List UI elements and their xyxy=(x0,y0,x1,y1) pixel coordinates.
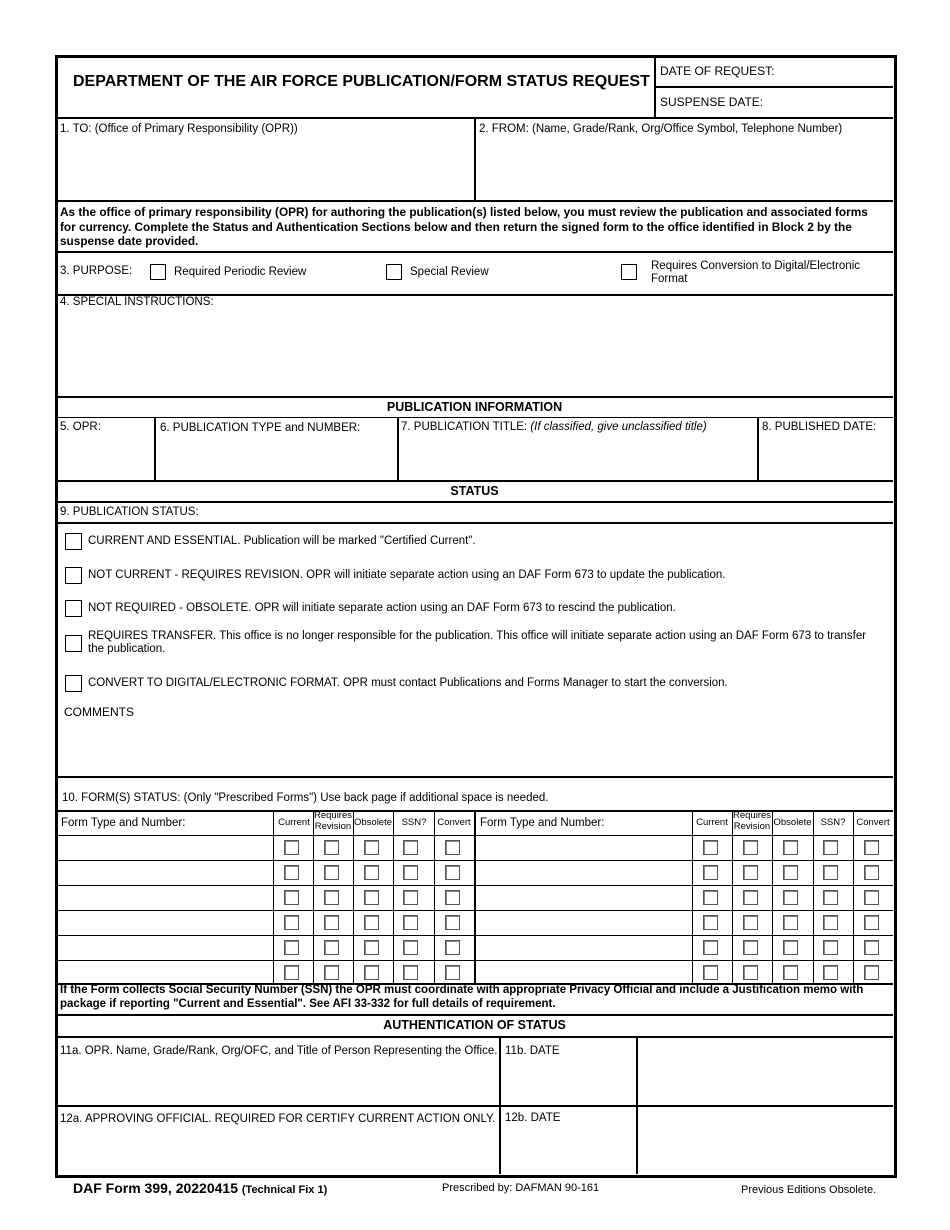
published-date-label: 8. PUBLISHED DATE: xyxy=(762,421,877,433)
block1-label: 1. TO: (Office of Primary Responsibility (OPR)) xyxy=(60,123,298,135)
form-obsolete-checkbox[interactable] xyxy=(364,890,379,905)
divider xyxy=(154,418,156,480)
col-requires-left-2: Revision xyxy=(314,820,352,832)
pub-title-note: (If classified, give unclassified title) xyxy=(530,421,707,433)
forms-status-label: 10. FORM(S) STATUS: (Only "Prescribed Forms") Use back page if additional space is needed. xyxy=(62,792,549,804)
pub-status-label: 9. PUBLICATION STATUS: xyxy=(60,506,199,518)
form-ssn-checkbox[interactable] xyxy=(823,940,838,955)
form-revision-checkbox[interactable] xyxy=(324,965,339,980)
purpose-label: 3. PURPOSE: xyxy=(60,265,133,277)
form-obsolete-checkbox[interactable] xyxy=(783,915,798,930)
form-convert-checkbox[interactable] xyxy=(445,890,460,905)
form-obsolete-checkbox[interactable] xyxy=(364,865,379,880)
form-obsolete-checkbox[interactable] xyxy=(364,940,379,955)
suspense-date-field[interactable] xyxy=(760,90,890,114)
col-requires-right-2: Revision xyxy=(733,820,771,832)
auth-opr-label: 11a. OPR. Name, Grade/Rank, Org/OFC, and Title of Person Representing the Office. xyxy=(60,1045,498,1057)
form-convert-checkbox[interactable] xyxy=(445,840,460,855)
form-current-checkbox[interactable] xyxy=(703,940,718,955)
divider xyxy=(757,418,759,480)
divider xyxy=(56,1105,893,1107)
ssn-note: If the Form collects Social Security Number (SSN) the OPR must coordinate with appropriate Privacy Official and include a Justification memo with package if reporting "Current and Essential". See AFI 33-332 for full details of requirement. xyxy=(60,984,864,1010)
auth-opr-field[interactable] xyxy=(58,1062,496,1102)
col-convert-left: Convert xyxy=(437,817,471,828)
form-current-checkbox[interactable] xyxy=(284,965,299,980)
form-convert-checkbox[interactable] xyxy=(864,940,879,955)
grid-divider xyxy=(273,811,274,983)
form-current-checkbox[interactable] xyxy=(703,965,718,980)
grid-divider xyxy=(56,860,893,861)
form-convert-checkbox[interactable] xyxy=(864,840,879,855)
divider xyxy=(56,501,893,503)
form-current-checkbox[interactable] xyxy=(284,840,299,855)
form-current-checkbox[interactable] xyxy=(703,840,718,855)
form-current-checkbox[interactable] xyxy=(284,865,299,880)
opr-field[interactable] xyxy=(58,437,152,477)
form-current-checkbox[interactable] xyxy=(703,890,718,905)
form-current-checkbox[interactable] xyxy=(703,915,718,930)
grid-divider xyxy=(56,885,893,886)
auth-approving-field[interactable] xyxy=(58,1130,496,1170)
divider xyxy=(56,1036,893,1038)
divider xyxy=(56,200,893,202)
status-transfer-label: REQUIRES TRANSFER. This office is no longer responsible for the publication. This office will initiate separate action using an DAF Form 673 to transfer the publication. xyxy=(88,630,867,655)
status-revision-label: NOT CURRENT - REQUIRES REVISION. OPR will initiate separate action using an DAF Form 673 to update the publication. xyxy=(88,569,726,581)
status-obsolete-checkbox[interactable] xyxy=(65,600,82,617)
grid-divider xyxy=(56,960,893,961)
footer-form-id xyxy=(73,1180,327,1198)
form-revision-checkbox[interactable] xyxy=(324,840,339,855)
grid-divider xyxy=(732,811,733,983)
footer-form-id-text: DAF Form 399, 20220415 xyxy=(73,1180,238,1196)
form-number-left-field[interactable] xyxy=(58,837,270,858)
auth-opr-date-field[interactable] xyxy=(503,1062,633,1102)
form-convert-checkbox[interactable] xyxy=(864,965,879,980)
form-revision-checkbox[interactable] xyxy=(743,890,758,905)
grid-divider xyxy=(853,811,854,983)
col-requires-left xyxy=(313,811,353,832)
col-requires-left-1: Requires xyxy=(313,810,353,821)
form-revision-checkbox[interactable] xyxy=(324,940,339,955)
form-obsolete-checkbox[interactable] xyxy=(783,840,798,855)
col-form-left: Form Type and Number: xyxy=(61,817,186,829)
form-ssn-checkbox[interactable] xyxy=(403,940,418,955)
grid-divider xyxy=(56,835,893,836)
grid-divider xyxy=(813,811,814,983)
col-requires-right-1: Requires xyxy=(732,810,772,821)
form-number-right-field[interactable] xyxy=(477,937,689,958)
status-convert-checkbox[interactable] xyxy=(65,675,82,692)
comments-label: COMMENTS xyxy=(64,705,134,719)
comments-field[interactable] xyxy=(58,722,890,774)
form-number-left-field[interactable] xyxy=(58,862,270,883)
form-ssn-checkbox[interactable] xyxy=(823,965,838,980)
col-obsolete-left: Obsolete xyxy=(353,817,393,828)
pub-title-label xyxy=(401,421,707,434)
divider xyxy=(56,396,893,398)
divider xyxy=(56,417,893,418)
from-field[interactable] xyxy=(478,138,890,198)
grid-divider xyxy=(434,811,435,983)
date-of-request-label: DATE OF REQUEST: xyxy=(660,64,775,78)
published-date-field[interactable] xyxy=(760,437,890,477)
pub-info-heading: PUBLICATION INFORMATION xyxy=(386,400,563,414)
grid-divider xyxy=(56,910,893,911)
form-number-left-field[interactable] xyxy=(58,887,270,908)
date-of-request-field[interactable] xyxy=(770,60,890,84)
pub-type-label: 6. PUBLICATION TYPE and NUMBER: xyxy=(160,422,361,434)
auth-approving-date-label: 12b. DATE xyxy=(505,1112,561,1124)
status-current-label: CURRENT AND ESSENTIAL. Publication will be marked "Certified Current". xyxy=(88,535,476,547)
form-current-checkbox[interactable] xyxy=(284,915,299,930)
form-ssn-checkbox[interactable] xyxy=(823,890,838,905)
grid-divider xyxy=(56,935,893,936)
form-ssn-checkbox[interactable] xyxy=(823,840,838,855)
form-number-right-field[interactable] xyxy=(477,862,689,883)
purpose-special-checkbox[interactable] xyxy=(386,264,402,280)
col-obsolete-right: Obsolete xyxy=(773,817,812,828)
form-convert-checkbox[interactable] xyxy=(445,865,460,880)
status-revision-checkbox[interactable] xyxy=(65,567,82,584)
purpose-conversion-label: Requires Conversion to Digital/Electronic Format xyxy=(651,260,861,285)
form-number-right-field[interactable] xyxy=(477,837,689,858)
form-revision-checkbox[interactable] xyxy=(743,915,758,930)
form-ssn-checkbox[interactable] xyxy=(403,965,418,980)
divider xyxy=(56,251,893,253)
auth-approving-date-field[interactable] xyxy=(503,1130,633,1170)
divider xyxy=(56,776,893,778)
status-transfer-checkbox[interactable] xyxy=(65,635,82,652)
block2-label: 2. FROM: (Name, Grade/Rank, Org/Office Symbol, Telephone Number) xyxy=(479,123,843,135)
form-convert-checkbox[interactable] xyxy=(864,865,879,880)
instructions-text: As the office of primary responsibility (OPR) for authoring the publication(s) listed below, you must review the publication and associated forms for currency. Complete the Status and Authentication Sections below and then return the signed form to the office identified in Block 2 by the suspense date provided. xyxy=(60,205,868,248)
col-form-right: Form Type and Number: xyxy=(480,817,605,829)
form-revision-checkbox[interactable] xyxy=(743,965,758,980)
pub-title-field[interactable] xyxy=(400,437,755,477)
divider xyxy=(474,118,476,201)
form-obsolete-checkbox[interactable] xyxy=(783,865,798,880)
form-ssn-checkbox[interactable] xyxy=(403,840,418,855)
special-instructions-label: 4. SPECIAL INSTRUCTIONS: xyxy=(60,296,214,308)
purpose-periodic-label: Required Periodic Review xyxy=(174,266,307,278)
auth-heading: AUTHENTICATION OF STATUS xyxy=(383,1018,566,1032)
grid-divider xyxy=(393,811,394,983)
grid-divider xyxy=(313,811,314,983)
col-convert-right: Convert xyxy=(856,817,890,828)
col-current-left: Current xyxy=(278,817,310,828)
grid-divider xyxy=(772,811,773,983)
grid-divider xyxy=(474,811,476,983)
form-convert-checkbox[interactable] xyxy=(864,890,879,905)
auth-approving-label: 12a. APPROVING OFFICIAL. REQUIRED FOR CERTIFY CURRENT ACTION ONLY. xyxy=(60,1113,496,1125)
grid-divider xyxy=(353,811,354,983)
footer-tech-fix: (Technical Fix 1) xyxy=(241,1184,328,1196)
pub-title-prefix: 7. PUBLICATION TITLE: xyxy=(401,421,531,433)
divider xyxy=(56,1014,893,1016)
purpose-special-label: Special Review xyxy=(410,266,489,278)
pub-type-field[interactable] xyxy=(157,437,395,477)
form-revision-checkbox[interactable] xyxy=(324,915,339,930)
divider xyxy=(56,480,893,482)
purpose-conversion-checkbox[interactable] xyxy=(621,264,637,280)
auth-approving-signature-field[interactable] xyxy=(640,1108,890,1170)
form-convert-checkbox[interactable] xyxy=(864,915,879,930)
form-convert-checkbox[interactable] xyxy=(445,940,460,955)
footer-obsolete: Previous Editions Obsolete. xyxy=(741,1184,877,1196)
grid-divider xyxy=(692,811,693,983)
status-current-checkbox[interactable] xyxy=(65,533,82,550)
form-title: DEPARTMENT OF THE AIR FORCE PUBLICATION/FORM STATUS REQUEST xyxy=(73,73,650,90)
form-ssn-checkbox[interactable] xyxy=(403,865,418,880)
auth-opr-signature-field[interactable] xyxy=(640,1040,890,1102)
form-obsolete-checkbox[interactable] xyxy=(783,940,798,955)
form-number-right-field[interactable] xyxy=(477,887,689,908)
form-current-checkbox[interactable] xyxy=(703,865,718,880)
form-revision-checkbox[interactable] xyxy=(743,940,758,955)
form-obsolete-checkbox[interactable] xyxy=(364,965,379,980)
form-obsolete-checkbox[interactable] xyxy=(364,840,379,855)
divider xyxy=(397,418,399,480)
form-ssn-checkbox[interactable] xyxy=(823,915,838,930)
form-number-right-field[interactable] xyxy=(477,962,689,983)
col-requires-right xyxy=(732,811,772,832)
form-number-left-field[interactable] xyxy=(58,912,270,933)
form-current-checkbox[interactable] xyxy=(284,890,299,905)
form-current-checkbox[interactable] xyxy=(284,940,299,955)
form-convert-checkbox[interactable] xyxy=(445,915,460,930)
auth-opr-date-label: 11b. DATE xyxy=(505,1045,560,1057)
form-revision-checkbox[interactable] xyxy=(324,890,339,905)
form-ssn-checkbox[interactable] xyxy=(403,915,418,930)
special-instructions-field[interactable] xyxy=(58,312,890,394)
col-ssn-left: SSN? xyxy=(401,817,427,828)
form-obsolete-checkbox[interactable] xyxy=(364,915,379,930)
footer-prescribed: Prescribed by: DAFMAN 90-161 xyxy=(442,1182,600,1194)
form-revision-checkbox[interactable] xyxy=(324,865,339,880)
col-current-right: Current xyxy=(696,817,728,828)
form-obsolete-checkbox[interactable] xyxy=(783,965,798,980)
status-obsolete-label: NOT REQUIRED - OBSOLETE. OPR will initiate separate action using an DAF Form 673 to rescind the publication. xyxy=(88,602,676,614)
divider xyxy=(56,522,893,524)
col-ssn-right: SSN? xyxy=(820,817,846,828)
form-number-left-field[interactable] xyxy=(58,937,270,958)
form-number-left-field[interactable] xyxy=(58,962,270,983)
form-ssn-checkbox[interactable] xyxy=(823,865,838,880)
form-revision-checkbox[interactable] xyxy=(743,865,758,880)
status-convert-label: CONVERT TO DIGITAL/ELECTRONIC FORMAT. OPR must contact Publications and Forms Manager to start the conversion. xyxy=(88,677,728,689)
suspense-date-label: SUSPENSE DATE: xyxy=(660,95,764,109)
to-opr-field[interactable] xyxy=(58,138,472,198)
form-revision-checkbox[interactable] xyxy=(743,840,758,855)
form-ssn-checkbox[interactable] xyxy=(403,890,418,905)
purpose-periodic-checkbox[interactable] xyxy=(150,264,166,280)
form-number-right-field[interactable] xyxy=(477,912,689,933)
form-obsolete-checkbox[interactable] xyxy=(783,890,798,905)
divider xyxy=(655,86,893,88)
form-convert-checkbox[interactable] xyxy=(445,965,460,980)
opr-label: 5. OPR: xyxy=(60,421,101,433)
status-heading: STATUS xyxy=(450,484,499,498)
